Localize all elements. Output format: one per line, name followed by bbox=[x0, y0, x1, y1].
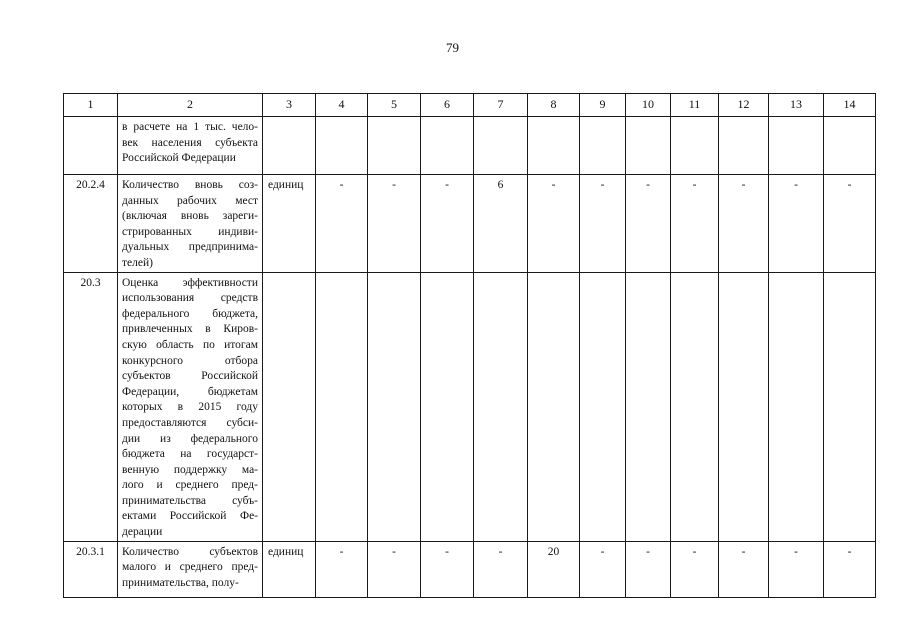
row-value-cell bbox=[368, 117, 421, 175]
indicator-name-line: федерального бюджета, bbox=[122, 307, 258, 320]
row-value-cell: - bbox=[769, 541, 824, 597]
indicator-name-line: в расчете на 1 тыс. чело- bbox=[122, 121, 258, 133]
table-row bbox=[64, 272, 876, 541]
row-value-cell bbox=[580, 272, 626, 541]
row-value-cell bbox=[769, 272, 824, 541]
row-value-cell bbox=[421, 117, 474, 175]
row-value-cell: 20 bbox=[528, 541, 580, 597]
table-row bbox=[64, 175, 876, 273]
row-code: 20.2.4 bbox=[64, 175, 118, 273]
row-value-cell bbox=[368, 272, 421, 541]
table-row bbox=[64, 541, 876, 597]
row-value-cell: - bbox=[368, 541, 421, 597]
row-unit bbox=[263, 272, 316, 541]
row-value-cell bbox=[719, 117, 769, 175]
indicator-name-line: скую область по итогам bbox=[122, 338, 258, 351]
indicator-name-line: телей) bbox=[122, 256, 153, 269]
indicator-name-line: век населения субъекта bbox=[122, 136, 258, 149]
column-header: 8 bbox=[528, 94, 580, 117]
indicator-name-line: Российской Федерации bbox=[122, 152, 236, 165]
row-indicator-name bbox=[118, 117, 263, 175]
indicator-name-line: Количество субъектов bbox=[122, 545, 258, 558]
column-header: 11 bbox=[671, 94, 719, 117]
row-value-cell: 6 bbox=[474, 175, 528, 273]
row-value-cell bbox=[528, 117, 580, 175]
row-value-cell: - bbox=[580, 541, 626, 597]
row-indicator-name bbox=[118, 541, 263, 597]
row-value-cell: - bbox=[671, 541, 719, 597]
row-value-cell: - bbox=[316, 541, 368, 597]
indicator-name-line: дерации bbox=[122, 526, 163, 539]
row-value-cell: - bbox=[671, 175, 719, 273]
column-header: 13 bbox=[769, 94, 824, 117]
indicator-name-line: данных рабочих мест bbox=[122, 194, 258, 207]
row-code bbox=[64, 117, 118, 175]
indicator-name-line: принимательства, полу- bbox=[122, 576, 239, 589]
row-value-cell bbox=[626, 272, 671, 541]
row-value-cell: - bbox=[719, 175, 769, 273]
row-value-cell: - bbox=[421, 175, 474, 273]
column-header: 6 bbox=[421, 94, 474, 117]
indicator-name-line: Федерации, бюджетам bbox=[122, 385, 258, 398]
column-header: 1 bbox=[64, 94, 118, 117]
indicator-name-line: дуальных предпринима- bbox=[122, 241, 258, 254]
data-table bbox=[63, 93, 876, 598]
header-row bbox=[64, 94, 876, 117]
row-value-cell: - bbox=[769, 175, 824, 273]
column-header: 14 bbox=[824, 94, 876, 117]
row-value-cell: - bbox=[421, 541, 474, 597]
row-value-cell bbox=[316, 272, 368, 541]
row-indicator-name bbox=[118, 272, 263, 541]
row-value-cell: - bbox=[474, 541, 528, 597]
row-code: 20.3 bbox=[64, 272, 118, 541]
row-unit: единиц bbox=[263, 175, 316, 273]
indicator-name-line: малого и среднего пред- bbox=[122, 561, 258, 574]
indicator-name-line: конкурсного отбора bbox=[122, 354, 258, 367]
row-unit: единиц bbox=[263, 541, 316, 597]
row-unit bbox=[263, 117, 316, 175]
row-value-cell: - bbox=[580, 175, 626, 273]
column-header: 7 bbox=[474, 94, 528, 117]
row-value-cell: - bbox=[626, 541, 671, 597]
indicator-name-line: стрированных индиви- bbox=[122, 225, 258, 238]
row-value-cell bbox=[824, 272, 876, 541]
row-value-cell bbox=[626, 117, 671, 175]
indicator-name-line: субъектов Российской bbox=[122, 370, 258, 383]
indicator-name-line: бюджета на государст- bbox=[122, 448, 258, 461]
column-header: 12 bbox=[719, 94, 769, 117]
row-value-cell: - bbox=[626, 175, 671, 273]
row-value-cell: - bbox=[316, 175, 368, 273]
indicator-name-line: лого и среднего пред- bbox=[122, 479, 258, 492]
indicator-name-line: (включая вновь зареги- bbox=[122, 210, 258, 223]
row-indicator-name bbox=[118, 175, 263, 273]
column-header: 5 bbox=[368, 94, 421, 117]
row-value-cell bbox=[671, 117, 719, 175]
row-value-cell bbox=[719, 272, 769, 541]
indicator-name-line: принимательства субъ- bbox=[122, 494, 258, 507]
column-header: 3 bbox=[263, 94, 316, 117]
row-value-cell bbox=[671, 272, 719, 541]
column-header: 10 bbox=[626, 94, 671, 117]
column-header: 9 bbox=[580, 94, 626, 117]
table-row bbox=[64, 117, 876, 175]
indicator-name-line: Оценка эффективности bbox=[122, 276, 258, 289]
row-value-cell bbox=[316, 117, 368, 175]
indicator-name-line: привлеченных в Киров- bbox=[122, 323, 258, 336]
indicator-name-line: ектами Российской Фе- bbox=[122, 510, 258, 523]
indicator-name-line: которых в 2015 году bbox=[122, 401, 258, 414]
row-value-cell: - bbox=[824, 541, 876, 597]
row-value-cell bbox=[474, 117, 528, 175]
indicator-name-line: дии из федерального bbox=[122, 432, 258, 445]
page-number: 79 bbox=[446, 40, 459, 55]
row-value-cell: - bbox=[528, 175, 580, 273]
row-value-cell: - bbox=[368, 175, 421, 273]
column-header: 4 bbox=[316, 94, 368, 117]
row-value-cell: - bbox=[824, 175, 876, 273]
row-value-cell bbox=[824, 117, 876, 175]
row-value-cell bbox=[421, 272, 474, 541]
row-value-cell bbox=[580, 117, 626, 175]
row-value-cell bbox=[769, 117, 824, 175]
indicator-name-line: Количество вновь соз- bbox=[122, 179, 258, 191]
indicator-name-line: предоставляются субси- bbox=[122, 416, 258, 429]
indicator-name-line: венную поддержку ма- bbox=[122, 463, 258, 476]
row-code: 20.3.1 bbox=[64, 541, 118, 597]
row-value-cell: - bbox=[719, 541, 769, 597]
indicator-name-line: использования средств bbox=[122, 292, 258, 305]
column-header: 2 bbox=[118, 94, 263, 117]
row-value-cell bbox=[474, 272, 528, 541]
row-value-cell bbox=[528, 272, 580, 541]
